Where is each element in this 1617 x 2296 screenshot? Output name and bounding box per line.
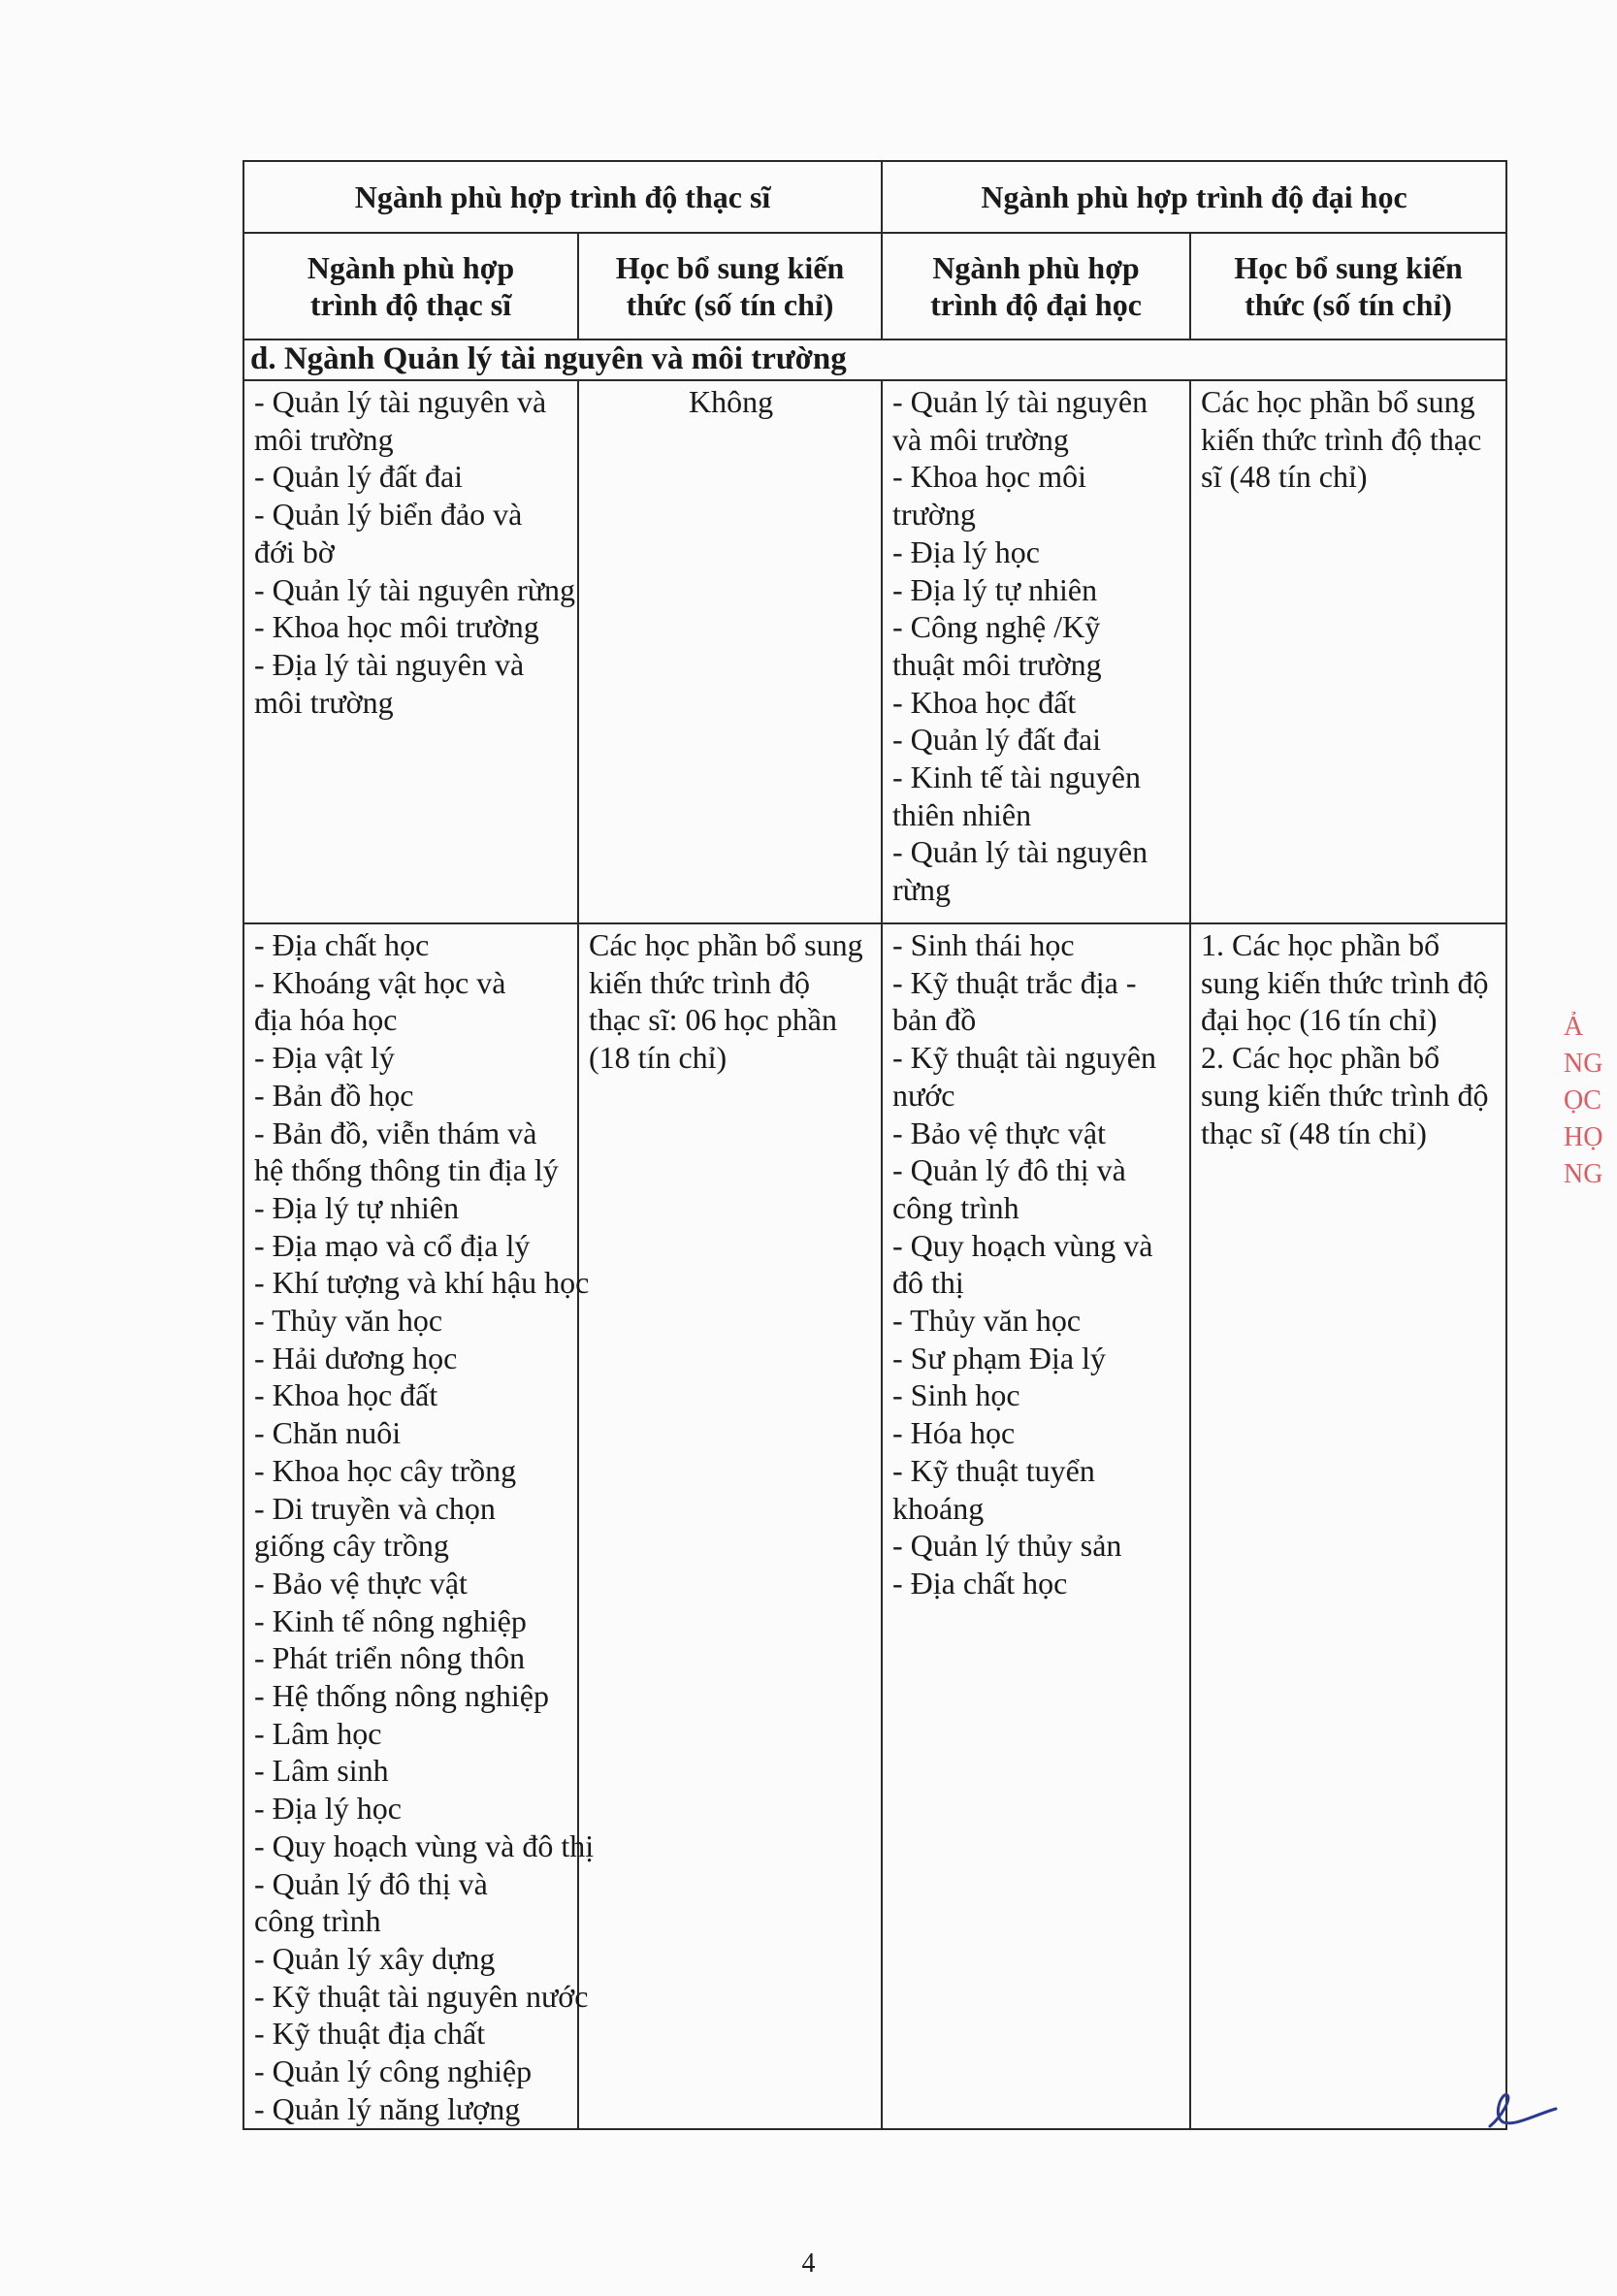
majors-table [243, 160, 1507, 2130]
cell-line: - Quản lý thủy sản [892, 1528, 1122, 1564]
cell-line: đô thị [892, 1265, 964, 1301]
cell-line: - Quản lý đô thị và [254, 1865, 488, 1901]
row2-bachelor-credits [1190, 923, 1506, 2129]
cell-line: - Thủy văn học [892, 1303, 1082, 1339]
cell-line: - Quản lý biển đảo và [254, 497, 523, 533]
cell-line: Các học phần bổ sung [589, 927, 863, 962]
subheader-bachelor-credits-line: thức (số tín chỉ) [1245, 287, 1452, 322]
row2-master-credits [578, 923, 882, 2129]
page-number: 4 [801, 2248, 816, 2279]
cell-line: nước [892, 1077, 955, 1113]
cell-line: hệ thống thông tin địa lý [254, 1152, 559, 1188]
cell-line: Các học phần bổ sung [1201, 384, 1475, 419]
header-master-group [243, 161, 882, 233]
row1-bachelor-majors [882, 380, 1190, 923]
subheader-master-credits [578, 233, 882, 340]
cell-line: - Bản đồ, viễn thám và [254, 1115, 537, 1150]
cell-line: - Kinh tế tài nguyên [892, 760, 1141, 795]
cell-line: - Khí tượng và khí hậu học [254, 1265, 590, 1301]
subheader-bachelor-major [882, 233, 1190, 340]
header-bachelor-label: Ngành phù hợp trình độ đại học [981, 178, 1407, 214]
stamp-text: Ả [1564, 1012, 1584, 1042]
cell-line: - Bảo vệ thực vật [254, 1565, 468, 1601]
cell-line: - Khoáng vật học và [254, 964, 506, 1000]
row1-master-credits [578, 380, 882, 923]
cell-line: - Sinh học [892, 1377, 1020, 1413]
subheader-master-credits-line: Học bổ sung kiến [615, 250, 845, 285]
cell-line: - Quản lý đô thị và [892, 1152, 1126, 1188]
cell-line: 2. Các học phần bổ [1201, 1040, 1440, 1076]
header-bachelor-group [882, 161, 1506, 233]
cell-line: công trình [254, 1903, 381, 1939]
cell-line: - Kỹ thuật tuyển [892, 1452, 1095, 1488]
cell-line: - Khoa học cây trồng [254, 1452, 517, 1488]
cell-line: Không [688, 384, 774, 419]
cell-line: - Quản lý đất đai [892, 722, 1102, 758]
subheader-master-major-line: trình độ thạc sĩ [309, 287, 512, 322]
cell-line: sung kiến thức trình độ [1201, 1077, 1489, 1113]
section-title: d. Ngành Quản lý tài nguyên và môi trường [243, 340, 1506, 380]
subheader-master-major-line: Ngành phù hợp [307, 250, 515, 285]
cell-line: - Hải dương học [254, 1340, 458, 1375]
cell-line: - Hóa học [892, 1415, 1016, 1451]
signature-mark [1482, 2087, 1560, 2136]
cell-line: - Chăn nuôi [254, 1415, 402, 1451]
cell-line: - Địa lý học [254, 1791, 402, 1827]
cell-line: - Địa lý học [892, 534, 1040, 569]
cell-line: môi trường [254, 684, 394, 720]
cell-line: - Phát triển nông thôn [254, 1640, 526, 1676]
cell-line: và môi trường [892, 421, 1069, 457]
cell-line: - Khoa học đất [892, 684, 1077, 720]
cell-line: - Địa lý tự nhiên [892, 571, 1098, 607]
cell-line: khoáng [892, 1490, 985, 1526]
cell-line: - Lâm sinh [254, 1753, 389, 1789]
cell-line: bản đồ [892, 1002, 977, 1038]
header-master-label: Ngành phù hợp trình độ thạc sĩ [354, 178, 771, 214]
cell-line: trường [892, 497, 976, 533]
cell-line: - Khoa học môi [892, 459, 1086, 495]
stamp-text: NG [1564, 1049, 1603, 1079]
cell-line: kiến thức trình độ [589, 964, 810, 1000]
cell-line: - Quản lý tài nguyên [892, 834, 1148, 870]
cell-line: - Địa lý tự nhiên [254, 1189, 460, 1225]
cell-line: - Quản lý công nghiệp [254, 2053, 533, 2089]
red-stamp-fragment [1564, 1009, 1617, 1251]
cell-line: - Di truyền và chọn [254, 1490, 496, 1526]
cell-line: đại học (16 tín chỉ) [1201, 1002, 1438, 1038]
cell-line: kiến thức trình độ thạc [1201, 421, 1482, 457]
cell-line: thạc sĩ (48 tín chỉ) [1201, 1115, 1427, 1150]
cell-line: - Quản lý tài nguyên và [254, 384, 547, 419]
row2-bachelor-majors [882, 923, 1190, 2129]
cell-line: 1. Các học phần bổ [1201, 927, 1440, 962]
cell-line: - Bảo vệ thực vật [892, 1115, 1106, 1150]
cell-line: - Quy hoạch vùng và đô thị [254, 1827, 595, 1863]
stamp-text: NG [1564, 1159, 1603, 1189]
cell-line: công trình [892, 1189, 1019, 1225]
cell-line: - Bản đồ học [254, 1077, 414, 1113]
row2-master-majors [243, 923, 595, 2129]
cell-line: - Quản lý đất đai [254, 459, 464, 495]
cell-line: giống cây trồng [254, 1528, 449, 1564]
subheader-bachelor-credits [1190, 233, 1506, 340]
cell-line: - Kỹ thuật tài nguyên [892, 1040, 1156, 1076]
stamp-text: ỌC [1564, 1085, 1601, 1116]
cell-line: địa hóa học [254, 1002, 398, 1038]
cell-line: - Địa chất học [892, 1565, 1068, 1601]
cell-line: rừng [892, 872, 952, 908]
cell-line: - Thủy văn học [254, 1303, 443, 1339]
cell-line: - Quản lý tài nguyên rừng [254, 571, 576, 607]
cell-line: - Công nghệ /Kỹ [892, 609, 1101, 645]
cell-line: - Quy hoạch vùng và [892, 1227, 1153, 1263]
cell-line: thiên nhiên [892, 796, 1032, 832]
cell-line: đới bờ [254, 534, 335, 569]
cell-line: - Khoa học môi trường [254, 609, 539, 645]
subheader-bachelor-major-line: Ngành phù hợp [932, 250, 1140, 285]
cell-line: - Lâm học [254, 1715, 382, 1751]
subheader-master-credits-line: thức (số tín chỉ) [626, 287, 834, 322]
cell-line: - Địa mạo và cổ địa lý [254, 1227, 531, 1263]
cell-line: thuật môi trường [892, 646, 1102, 682]
cell-line: - Khoa học đất [254, 1377, 438, 1413]
cell-line: - Địa chất học [254, 927, 430, 962]
row1-master-majors [243, 380, 578, 923]
subheader-master-major [243, 233, 578, 340]
row1-bachelor-credits [1190, 380, 1506, 923]
cell-line: - Hệ thống nông nghiệp [254, 1678, 549, 1714]
stamp-text: HỌ [1564, 1122, 1603, 1152]
cell-line: - Địa vật lý [254, 1040, 395, 1076]
cell-line: - Quản lý tài nguyên [892, 384, 1148, 419]
cell-line: sung kiến thức trình độ [1201, 964, 1489, 1000]
cell-line: - Kỹ thuật địa chất [254, 2016, 486, 2052]
cell-line: - Kỹ thuật tài nguyên nước [254, 1978, 589, 2014]
cell-line: - Kinh tế nông nghiệp [254, 1602, 527, 1638]
cell-line: - Sư phạm Địa lý [892, 1340, 1106, 1375]
cell-line: - Quản lý năng lượng [254, 2090, 521, 2126]
cell-line: - Quản lý xây dựng [254, 1940, 496, 1976]
cell-line: môi trường [254, 421, 394, 457]
subheader-bachelor-credits-line: Học bổ sung kiến [1234, 250, 1463, 285]
cell-line: thạc sĩ: 06 học phần [589, 1002, 837, 1038]
cell-line: - Kỹ thuật trắc địa - [892, 964, 1137, 1000]
subheader-bachelor-major-line: trình độ đại học [930, 287, 1142, 322]
cell-line: - Địa lý tài nguyên và [254, 646, 525, 682]
cell-line: sĩ (48 tín chỉ) [1201, 459, 1368, 495]
cell-line: (18 tín chỉ) [589, 1040, 728, 1076]
cell-line: - Sinh thái học [892, 927, 1075, 962]
